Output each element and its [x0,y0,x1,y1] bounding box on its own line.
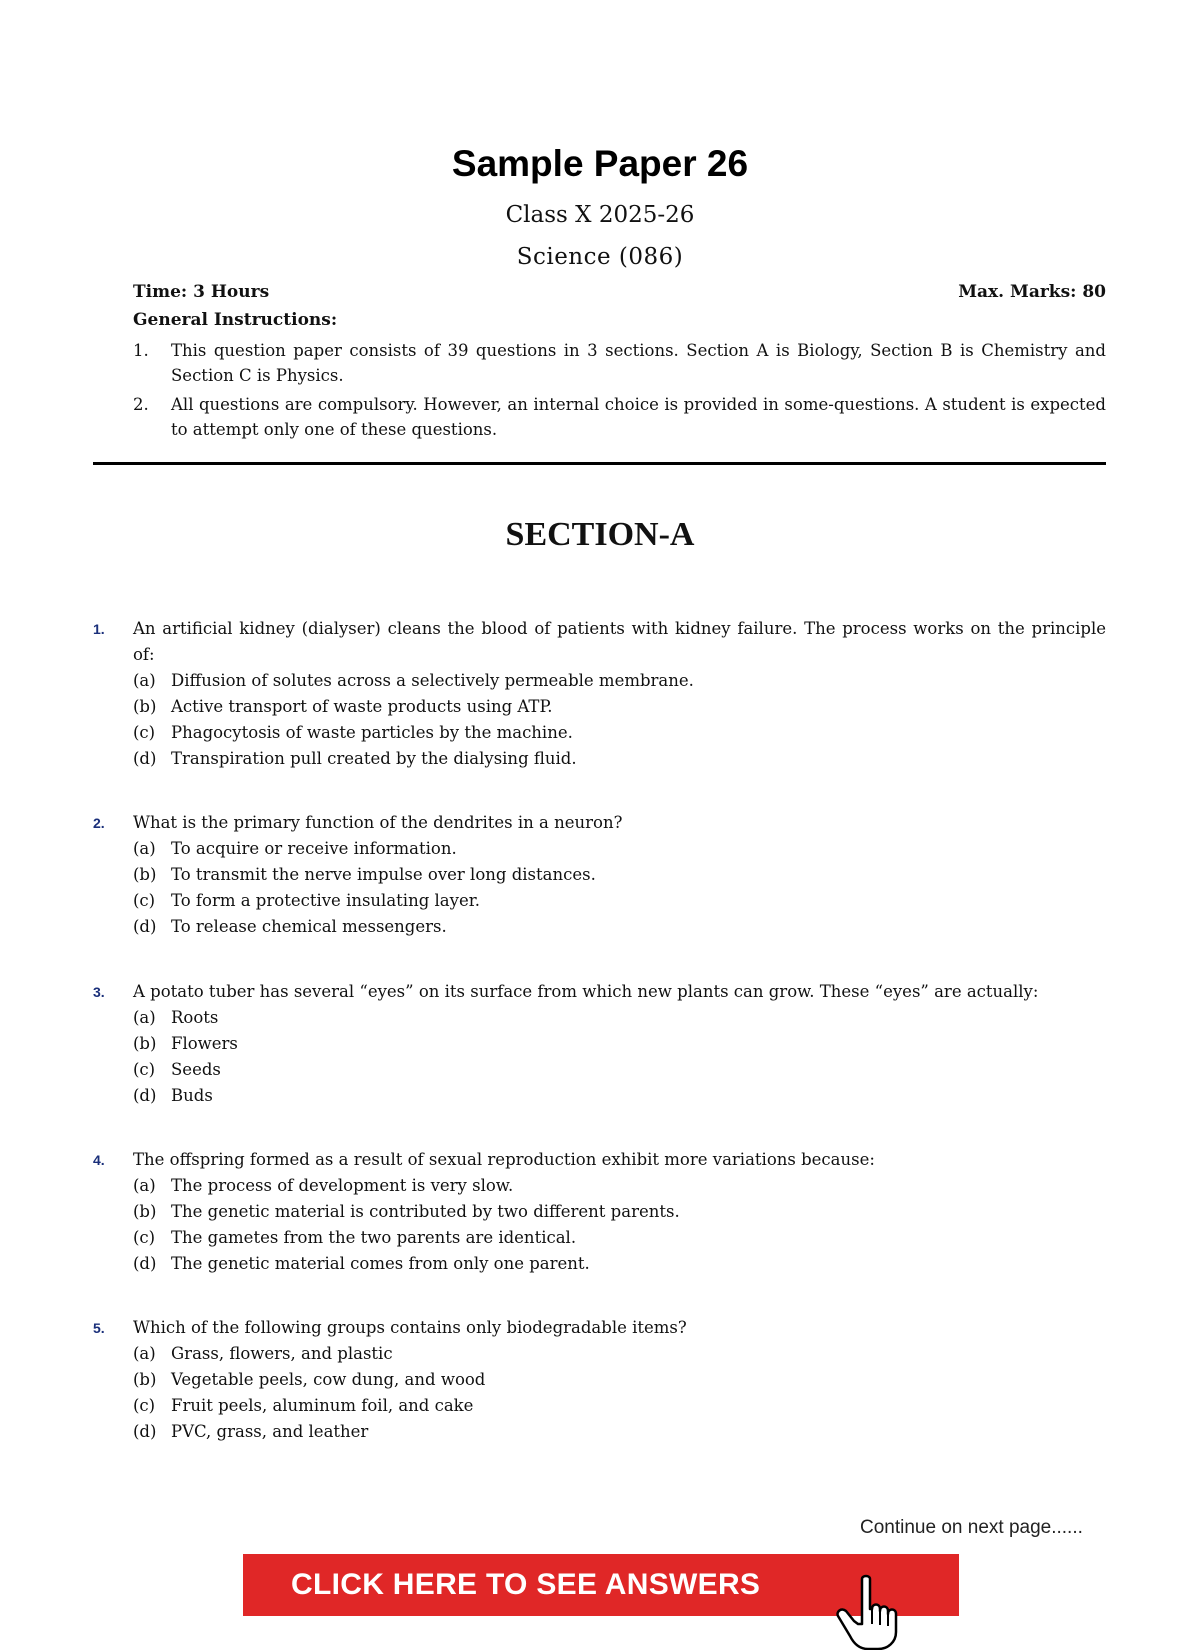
option-label: (a) [133,671,156,690]
option-text: The genetic material is contributed by two different parents. [171,1202,680,1221]
question-text: What is the primary function of the dendrites in a neuron? [133,813,623,832]
option-label: (d) [133,1422,157,1441]
instruction-item [133,338,1106,388]
option-text: PVC, grass, and leather [171,1422,369,1441]
question-5 [93,1315,1106,1445]
option-c [133,1393,1106,1419]
option-text: Buds [171,1086,213,1105]
option-label: (b) [133,1034,157,1053]
option-d [133,914,1106,940]
option-label: (b) [133,865,157,884]
question-number: 4. [93,1152,105,1168]
paper-title: Sample Paper 26 [451,143,749,184]
option-text: Seeds [171,1060,221,1079]
question-number: 5. [93,1320,105,1336]
option-b [133,694,1106,720]
option-label: (a) [133,1176,156,1195]
instruction-text: This question paper consists of 39 questions in 3 sections. Section A is Biology, Section B is Chemistry and Section C is Physics. [171,341,1106,385]
option-c [133,720,1106,746]
option-b [133,1367,1106,1393]
option-label: (a) [133,839,156,858]
question-text: An artificial kidney (dialyser) cleans the blood of patients with kidney failure. The process works on the principle of: [133,619,1106,664]
option-text: The process of development is very slow. [171,1176,514,1195]
option-label: (b) [133,1370,157,1389]
option-d [133,1083,1106,1109]
option-text: Diffusion of solutes across a selectively permeable membrane. [171,671,694,690]
section-title: SECTION-A [505,516,695,553]
option-text: Phagocytosis of waste particles by the machine. [171,723,573,742]
option-label: (b) [133,1202,157,1221]
option-label: (b) [133,697,157,716]
option-c [133,1057,1106,1083]
question-number: 3. [93,984,105,1000]
option-label: (d) [133,1254,157,1273]
option-label: (a) [133,1008,156,1027]
time-allowed: Time: 3 Hours [133,282,270,302]
subject-line: Science (086) [516,244,684,270]
question-number: 1. [93,621,105,637]
option-label: (d) [133,1086,157,1105]
instruction-item [133,392,1106,442]
question-text: Which of the following groups contains only biodegradable items? [133,1318,687,1337]
option-text: To transmit the nerve impulse over long distances. [171,865,596,884]
option-a [133,1173,1106,1199]
option-label: (d) [133,749,157,768]
header-divider [93,462,1106,465]
option-a [133,836,1106,862]
option-text: Active transport of waste products using ATP. [171,697,553,716]
option-c [133,1225,1106,1251]
option-text: Fruit peels, aluminum foil, and cake [171,1396,474,1415]
option-label: (c) [133,1396,156,1415]
option-text: Grass, flowers, and plastic [171,1344,393,1363]
class-line: Class X 2025-26 [505,202,695,228]
question-number: 2. [93,815,105,831]
option-d [133,746,1106,772]
option-b [133,1199,1106,1225]
question-1 [93,616,1106,772]
option-text: To release chemical messengers. [171,917,447,936]
question-text: The offspring formed as a result of sexual reproduction exhibit more variations because: [133,1150,875,1169]
question-text: A potato tuber has several “eyes” on its surface from which new plants can grow. These “eyes” are actually: [133,982,1039,1001]
option-label: (c) [133,1228,156,1247]
option-label: (c) [133,723,156,742]
option-d [133,1251,1106,1277]
question-3 [93,979,1106,1109]
pointing-hand-icon[interactable] [832,1574,916,1650]
option-label: (a) [133,1344,156,1363]
option-a [133,1005,1106,1031]
option-b [133,862,1106,888]
option-text: The gametes from the two parents are identical. [171,1228,577,1247]
instruction-text: All questions are compulsory. However, an internal choice is provided in some-questions. A student is expected to attempt only one of these questions. [171,395,1106,439]
instruction-number: 1. [133,341,149,360]
instructions-heading: General Instructions: [133,310,338,330]
instruction-number: 2. [133,395,149,414]
question-4 [93,1147,1106,1277]
continue-note: Continue on next page...... [860,1517,1083,1538]
see-answers-label: CLICK HERE TO SEE ANSWERS [291,1568,761,1601]
option-text: Vegetable peels, cow dung, and wood [171,1370,486,1389]
option-text: The genetic material comes from only one parent. [171,1254,590,1273]
option-b [133,1031,1106,1057]
option-d [133,1419,1106,1445]
option-text: Roots [171,1008,219,1027]
question-2 [93,810,1106,940]
option-label: (c) [133,891,156,910]
option-label: (c) [133,1060,156,1079]
option-c [133,888,1106,914]
option-text: To form a protective insulating layer. [171,891,481,910]
option-a [133,1341,1106,1367]
option-text: Flowers [171,1034,238,1053]
option-text: To acquire or receive information. [171,839,457,858]
option-label: (d) [133,917,157,936]
option-text: Transpiration pull created by the dialysing fluid. [171,749,577,768]
option-a [133,668,1106,694]
max-marks: Max. Marks: 80 [958,282,1106,302]
paper-meta [133,282,1106,302]
